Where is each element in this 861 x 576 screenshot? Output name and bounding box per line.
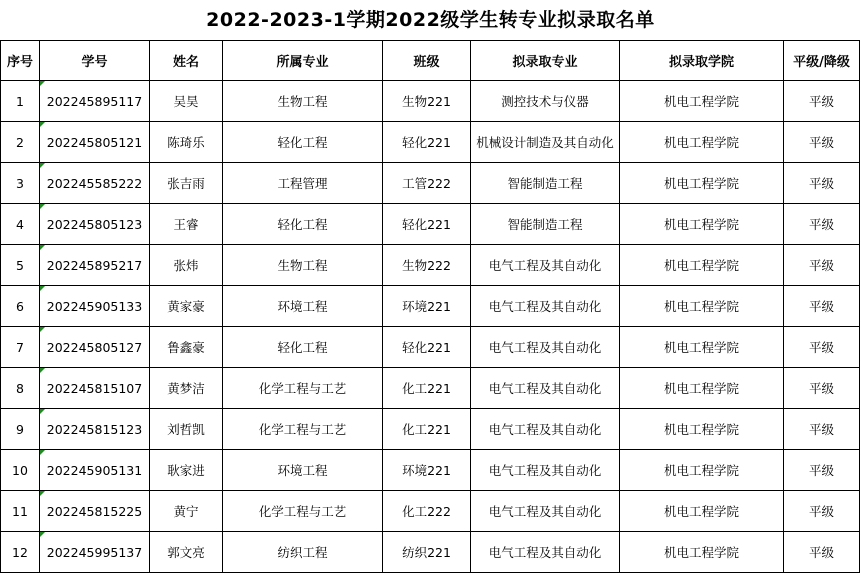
cell-major: 生物工程 <box>223 81 383 122</box>
cell-student-id: 202245815107 <box>40 368 150 409</box>
cell-name: 吴昊 <box>150 81 223 122</box>
cell-target-college: 机电工程学院 <box>620 409 784 450</box>
cell-class: 工管222 <box>383 163 471 204</box>
cell-level: 平级 <box>784 163 860 204</box>
cell-target-college: 机电工程学院 <box>620 163 784 204</box>
cell-seq: 2 <box>1 122 40 163</box>
cell-target-college: 机电工程学院 <box>620 245 784 286</box>
cell-target-major: 智能制造工程 <box>471 163 620 204</box>
table-row <box>1 532 860 573</box>
cell-seq: 5 <box>1 245 40 286</box>
cell-target-major: 电气工程及其自动化 <box>471 532 620 573</box>
cell-class: 环境221 <box>383 286 471 327</box>
cell-name: 耿家进 <box>150 450 223 491</box>
cell-name: 郭文亮 <box>150 532 223 573</box>
cell-level: 平级 <box>784 327 860 368</box>
table-row <box>1 491 860 532</box>
cell-target-major: 测控技术与仪器 <box>471 81 620 122</box>
cell-class: 轻化221 <box>383 204 471 245</box>
cell-target-major: 电气工程及其自动化 <box>471 245 620 286</box>
cell-level: 平级 <box>784 491 860 532</box>
page-title: 2022-2023-1学期2022级学生转专业拟录取名单 <box>206 9 655 31</box>
cell-seq: 10 <box>1 450 40 491</box>
cell-student-id: 202245815123 <box>40 409 150 450</box>
cell-level: 平级 <box>784 286 860 327</box>
cell-level: 平级 <box>784 122 860 163</box>
cell-target-major: 电气工程及其自动化 <box>471 327 620 368</box>
cell-seq: 6 <box>1 286 40 327</box>
cell-name: 陈琦乐 <box>150 122 223 163</box>
cell-major: 化学工程与工艺 <box>223 368 383 409</box>
cell-class: 轻化221 <box>383 122 471 163</box>
cell-student-id: 202245905131 <box>40 450 150 491</box>
cell-major: 环境工程 <box>223 286 383 327</box>
cell-student-id: 202245805123 <box>40 204 150 245</box>
cell-seq: 8 <box>1 368 40 409</box>
table-row <box>1 245 860 286</box>
cell-target-major: 机械设计制造及其自动化 <box>471 122 620 163</box>
cell-name: 刘哲凯 <box>150 409 223 450</box>
cell-major: 工程管理 <box>223 163 383 204</box>
cell-target-major: 电气工程及其自动化 <box>471 491 620 532</box>
cell-name: 鲁鑫豪 <box>150 327 223 368</box>
cell-name: 王睿 <box>150 204 223 245</box>
table-row <box>1 81 860 122</box>
cell-student-id: 202245905133 <box>40 286 150 327</box>
cell-target-college: 机电工程学院 <box>620 204 784 245</box>
cell-level: 平级 <box>784 204 860 245</box>
cell-level: 平级 <box>784 532 860 573</box>
cell-class: 化工221 <box>383 368 471 409</box>
table-row <box>1 122 860 163</box>
cell-target-major: 智能制造工程 <box>471 204 620 245</box>
cell-name: 黄宁 <box>150 491 223 532</box>
cell-class: 轻化221 <box>383 327 471 368</box>
cell-major: 环境工程 <box>223 450 383 491</box>
header-major: 所属专业 <box>223 41 383 81</box>
cell-class: 化工222 <box>383 491 471 532</box>
cell-student-id: 202245805121 <box>40 122 150 163</box>
cell-seq: 9 <box>1 409 40 450</box>
cell-seq: 11 <box>1 491 40 532</box>
cell-target-college: 机电工程学院 <box>620 81 784 122</box>
cell-name: 张吉雨 <box>150 163 223 204</box>
cell-target-college: 机电工程学院 <box>620 450 784 491</box>
header-seq: 序号 <box>1 41 40 81</box>
cell-student-id: 202245805127 <box>40 327 150 368</box>
cell-student-id: 202245585222 <box>40 163 150 204</box>
cell-target-major: 电气工程及其自动化 <box>471 286 620 327</box>
cell-level: 平级 <box>784 245 860 286</box>
cell-name: 张炜 <box>150 245 223 286</box>
cell-major: 生物工程 <box>223 245 383 286</box>
cell-seq: 3 <box>1 163 40 204</box>
admission-table <box>0 40 860 573</box>
cell-major: 轻化工程 <box>223 327 383 368</box>
cell-major: 化学工程与工艺 <box>223 409 383 450</box>
table-row <box>1 450 860 491</box>
cell-major: 化学工程与工艺 <box>223 491 383 532</box>
cell-class: 纺织221 <box>383 532 471 573</box>
cell-major: 纺织工程 <box>223 532 383 573</box>
header-target-college: 拟录取学院 <box>620 41 784 81</box>
cell-level: 平级 <box>784 81 860 122</box>
table-row <box>1 286 860 327</box>
header-row <box>1 41 860 81</box>
table-row <box>1 204 860 245</box>
cell-seq: 12 <box>1 532 40 573</box>
cell-target-major: 电气工程及其自动化 <box>471 368 620 409</box>
cell-seq: 1 <box>1 81 40 122</box>
header-level: 平级/降级 <box>784 41 860 81</box>
table-row <box>1 409 860 450</box>
cell-target-major: 电气工程及其自动化 <box>471 450 620 491</box>
cell-student-id: 202245895117 <box>40 81 150 122</box>
cell-class: 环境221 <box>383 450 471 491</box>
cell-student-id: 202245815225 <box>40 491 150 532</box>
cell-class: 生物222 <box>383 245 471 286</box>
cell-level: 平级 <box>784 409 860 450</box>
cell-target-college: 机电工程学院 <box>620 327 784 368</box>
table-row <box>1 163 860 204</box>
cell-target-college: 机电工程学院 <box>620 286 784 327</box>
cell-target-college: 机电工程学院 <box>620 491 784 532</box>
header-student-id: 学号 <box>40 41 150 81</box>
cell-seq: 4 <box>1 204 40 245</box>
table-row <box>1 368 860 409</box>
header-class: 班级 <box>383 41 471 81</box>
cell-major: 轻化工程 <box>223 122 383 163</box>
cell-seq: 7 <box>1 327 40 368</box>
header-name: 姓名 <box>150 41 223 81</box>
cell-level: 平级 <box>784 450 860 491</box>
cell-major: 轻化工程 <box>223 204 383 245</box>
header-target-major: 拟录取专业 <box>471 41 620 81</box>
cell-level: 平级 <box>784 368 860 409</box>
cell-target-major: 电气工程及其自动化 <box>471 409 620 450</box>
cell-student-id: 202245995137 <box>40 532 150 573</box>
cell-student-id: 202245895217 <box>40 245 150 286</box>
cell-name: 黄梦洁 <box>150 368 223 409</box>
cell-class: 生物221 <box>383 81 471 122</box>
cell-name: 黄家豪 <box>150 286 223 327</box>
cell-target-college: 机电工程学院 <box>620 122 784 163</box>
table-row <box>1 327 860 368</box>
cell-target-college: 机电工程学院 <box>620 368 784 409</box>
cell-target-college: 机电工程学院 <box>620 532 784 573</box>
cell-class: 化工221 <box>383 409 471 450</box>
